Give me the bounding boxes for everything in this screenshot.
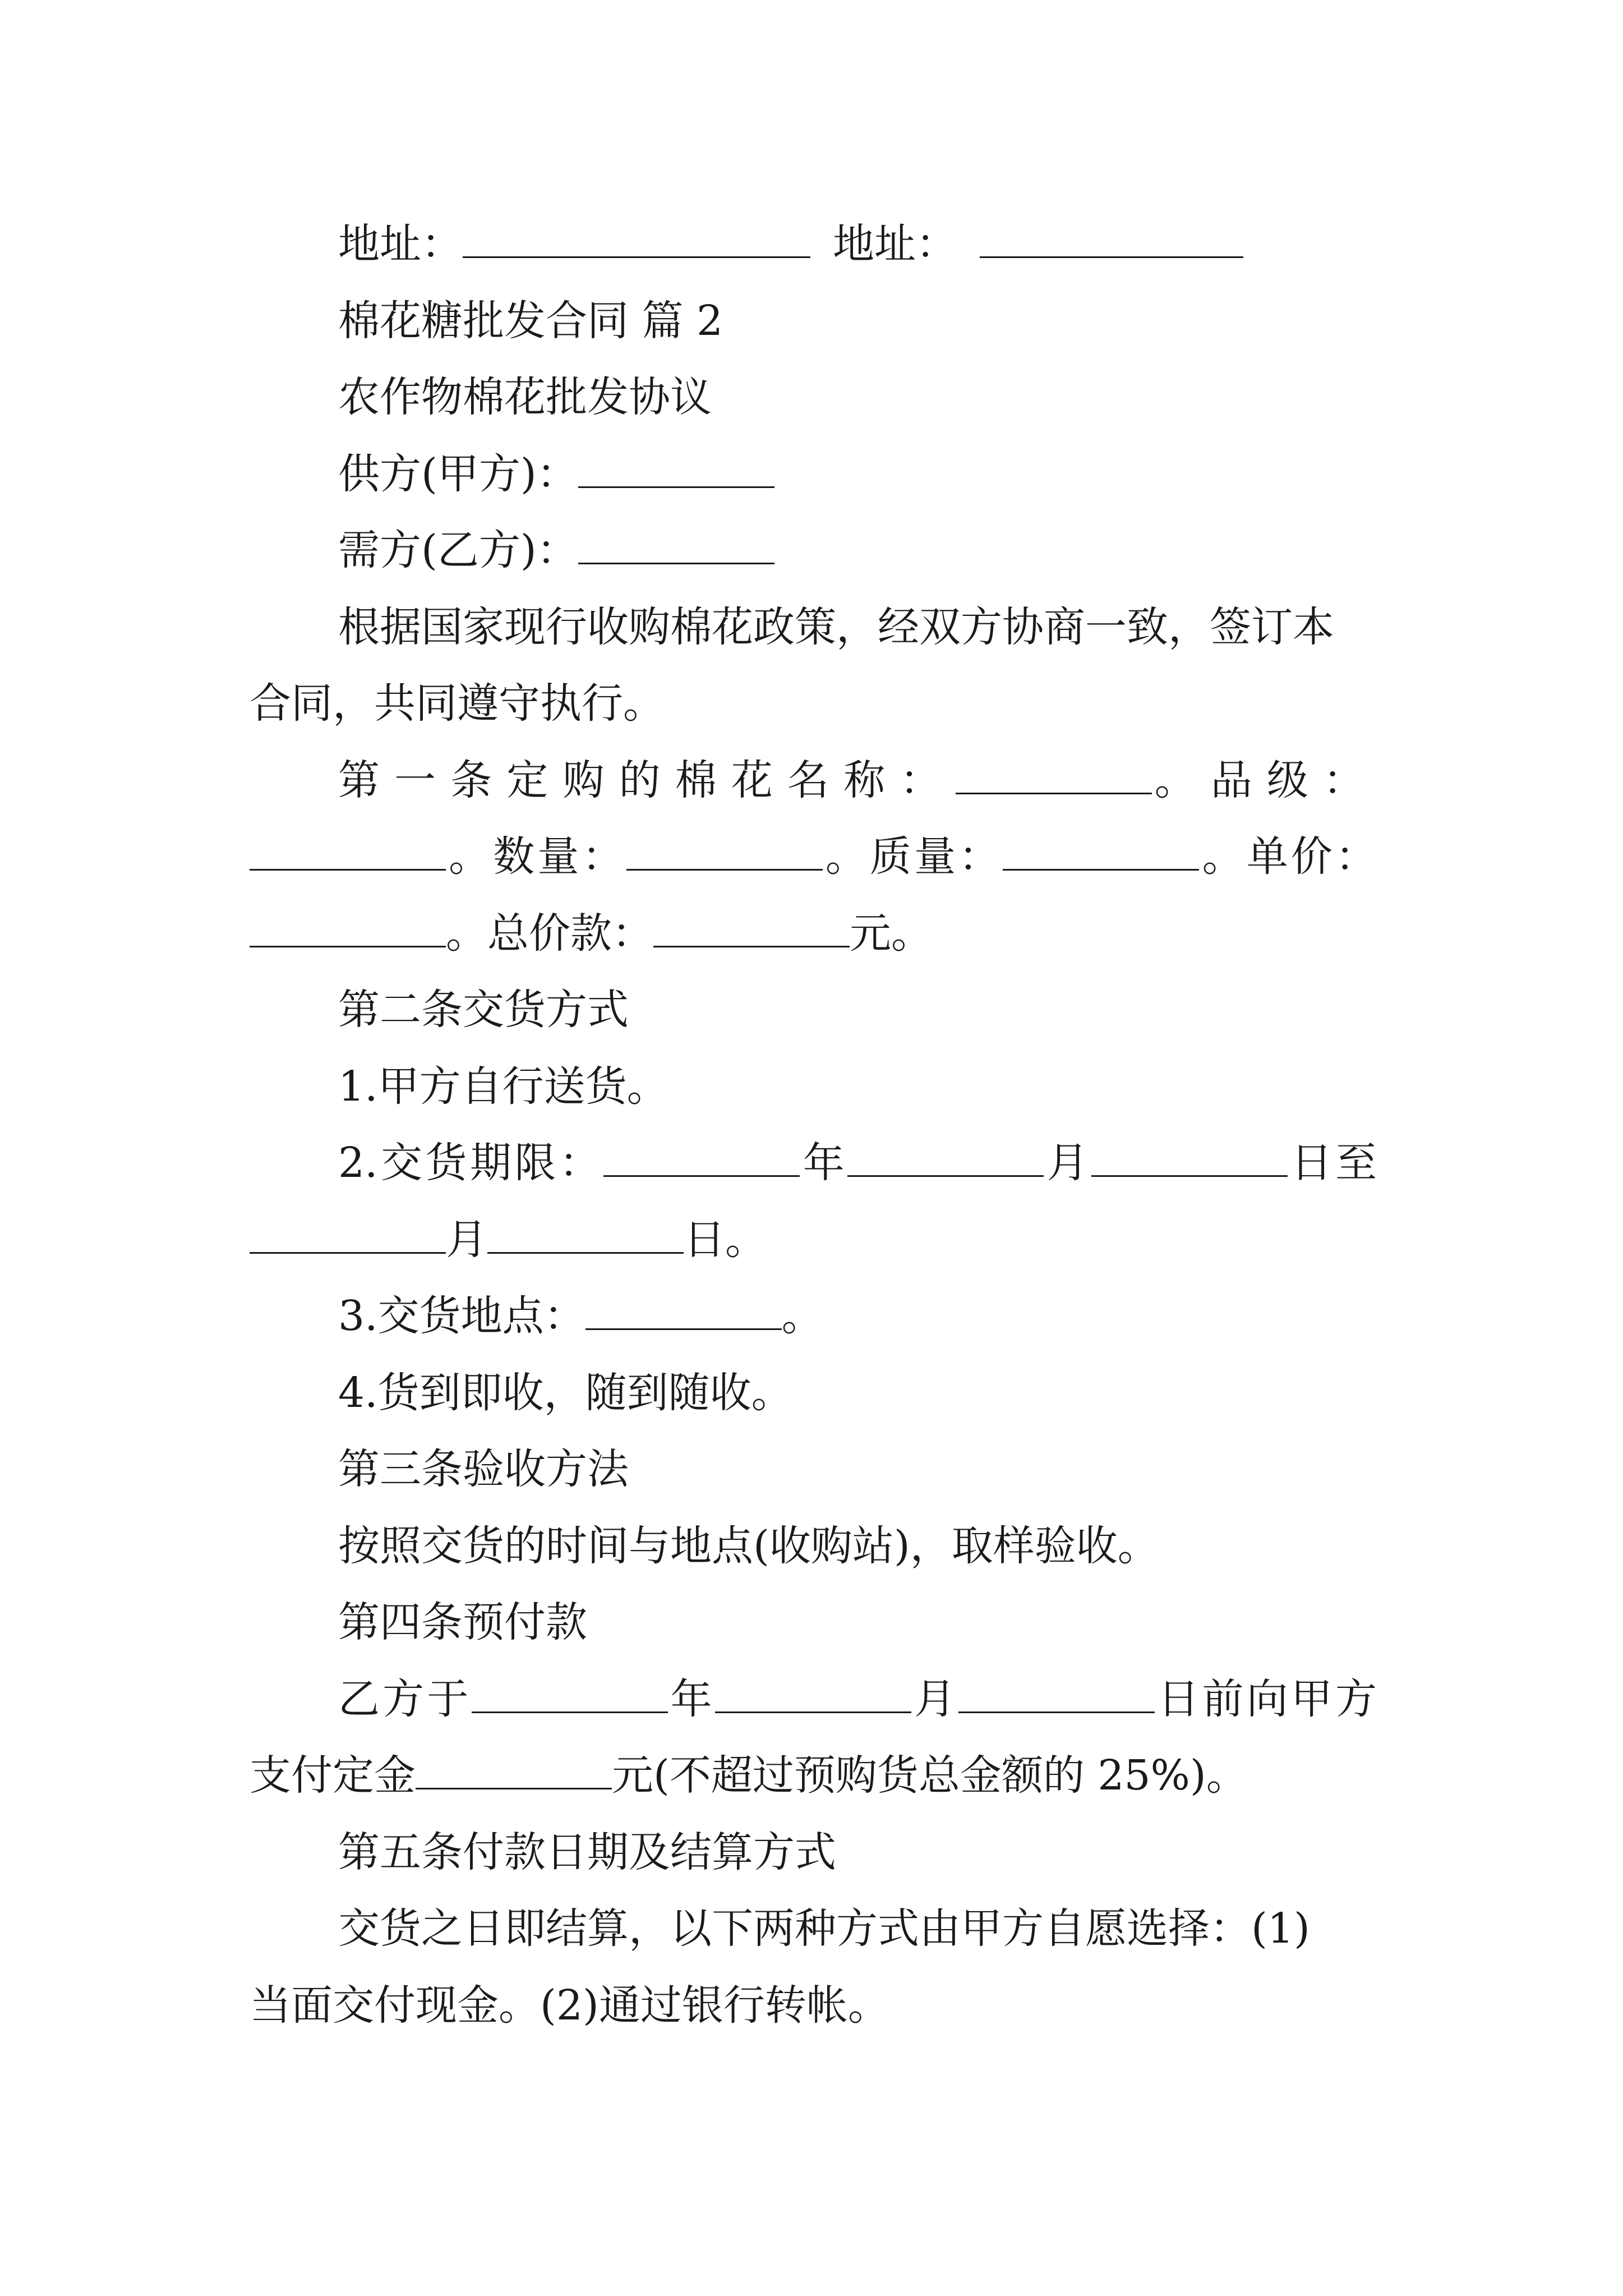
total-price-blank: [653, 909, 850, 947]
address-label-a: 地址：: [338, 220, 463, 268]
article2-item-2-line-1: [250, 1135, 1377, 1191]
start-year-blank: [603, 1138, 800, 1177]
buyer-line: [250, 522, 1377, 578]
period-mark: 。: [781, 1292, 823, 1340]
article2-item-2-line-2: [250, 1212, 1377, 1268]
article1-grade-label: 。品级：: [1152, 756, 1377, 804]
prepay-month-blank: [715, 1674, 911, 1713]
article1-line-2: [250, 829, 1377, 885]
month-label: 月: [1044, 1139, 1092, 1187]
deposit-limit-text: 元(不超过预购货总金额的 25%)。: [612, 1751, 1248, 1800]
prepay-year-blank: [472, 1674, 668, 1713]
supplier-blank: [578, 449, 774, 488]
grade-blank: [250, 832, 446, 871]
before-day-label: 日前向甲方: [1155, 1675, 1377, 1723]
article5-title: 第五条付款日期及结算方式: [338, 1828, 836, 1876]
currency-unit: 元。: [850, 909, 933, 958]
intro-line-1: 根据国家现行收购棉花政策，经双方协商一致，签订本: [338, 603, 1334, 651]
buyer-label: 需方(乙方)：: [338, 526, 578, 574]
article2-item-1: 1.甲方自行送货。: [338, 1062, 668, 1111]
article3-body: 按照交货的时间与地点(收购站)，取样验收。: [338, 1522, 1159, 1570]
quantity-label: 。数量：: [446, 832, 626, 881]
agreement-title: 农作物棉花批发协议: [338, 373, 712, 421]
start-day-blank: [1091, 1138, 1288, 1177]
article2-item-3: [250, 1288, 1377, 1344]
month-label-2: 月: [446, 1216, 487, 1264]
part-heading: 棉花糖批发合同 篇 2: [338, 297, 723, 345]
article1-line-3: [250, 905, 1377, 961]
article2-title: 第二条交货方式: [338, 986, 629, 1034]
year-label-2: 年: [667, 1675, 715, 1723]
article5-line-2: 当面交付现金。(2)通过银行转帐。: [250, 1981, 889, 2030]
prepay-day-blank: [958, 1674, 1155, 1713]
quality-blank: [1003, 832, 1199, 871]
address-line: [250, 216, 1377, 272]
article1-name-label: 第一条定购的棉花名称：: [338, 756, 956, 804]
end-month-blank: [250, 1215, 446, 1254]
end-day-blank: [487, 1215, 684, 1254]
buyer-blank: [578, 526, 774, 564]
day-to-label: 日至: [1288, 1139, 1377, 1187]
supplier-line: [250, 446, 1377, 502]
deposit-label: 支付定金: [250, 1751, 416, 1800]
article3-title: 第三条验收方法: [338, 1445, 629, 1493]
delivery-period-label: 2.交货期限：: [338, 1139, 604, 1187]
start-month-blank: [847, 1138, 1044, 1177]
address-label-b: 地址：: [833, 220, 957, 268]
article2-item-4: 4.货到即收，随到随收。: [338, 1369, 793, 1417]
delivery-place-blank: [585, 1291, 782, 1330]
month-label-3: 月: [911, 1675, 959, 1723]
article4-line-2: [250, 1747, 1377, 1803]
quality-label: 。质量：: [822, 832, 1003, 881]
article4-line-1: [250, 1671, 1377, 1727]
year-label: 年: [800, 1139, 848, 1187]
delivery-place-label: 3.交货地点：: [338, 1292, 585, 1340]
address-blank-b: [980, 219, 1243, 258]
intro-line-2: 合同，共同遵守执行。: [250, 679, 665, 728]
unit-price-blank: [250, 909, 446, 947]
unit-price-label: 。单价：: [1199, 832, 1377, 881]
quantity-blank: [626, 832, 823, 871]
deposit-blank: [416, 1751, 612, 1789]
article4-title: 第四条预付款: [338, 1598, 587, 1646]
total-price-label: 。总价款：: [446, 909, 653, 958]
day-end-label: 日。: [684, 1216, 767, 1264]
article5-line-1: 交货之日即结算，以下两种方式由甲方自愿选择：(1): [338, 1904, 1310, 1953]
buyer-on-label: 乙方于: [338, 1675, 472, 1723]
cotton-name-blank: [956, 756, 1152, 794]
address-blank-a: [463, 219, 810, 258]
article1-line-1: [250, 752, 1377, 808]
supplier-label: 供方(甲方)：: [338, 450, 578, 498]
